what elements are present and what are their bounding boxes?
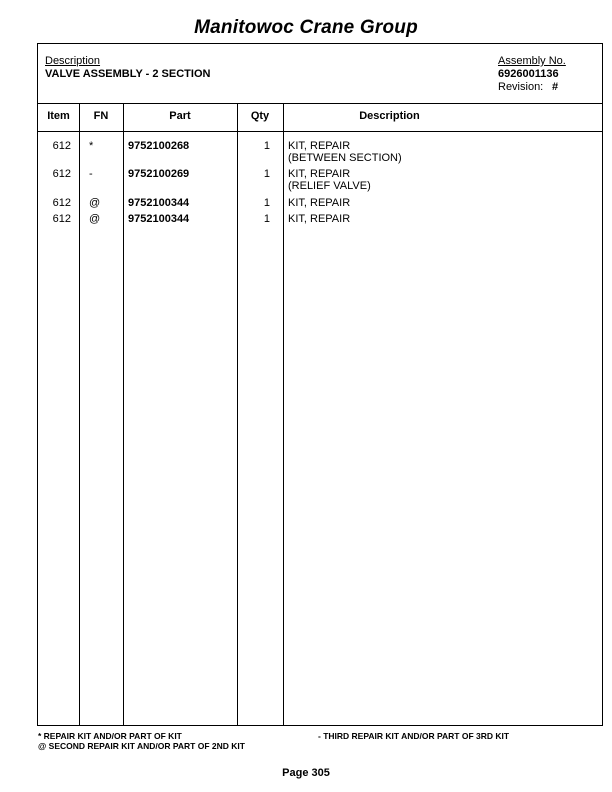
fn-cell: @ (89, 197, 101, 209)
description-cell: KIT, REPAIR (288, 197, 351, 209)
part-cell: 9752100269 (128, 168, 190, 180)
column-divider (283, 103, 284, 725)
item-cell: 612 (52, 197, 71, 209)
item-cell: 612 (52, 213, 71, 225)
parts-list-frame (37, 43, 603, 726)
part-cell: 9752100344 (128, 213, 190, 225)
column-header-fn: FN (93, 110, 109, 122)
description-label: Description (45, 55, 101, 67)
description-cell: KIT, REPAIR (288, 168, 351, 180)
qty-cell: 1 (263, 168, 270, 180)
description-cell: KIT, REPAIR (288, 140, 351, 152)
item-cell: 612 (52, 140, 71, 152)
column-divider (79, 103, 80, 725)
column-divider (123, 103, 124, 725)
column-header-part: Part (169, 110, 191, 122)
qty-cell: 1 (263, 140, 270, 152)
assembly-number: 6926001136 (498, 68, 559, 80)
footnote-second-kit: @ SECOND REPAIR KIT AND/OR PART OF 2ND KIT (38, 741, 245, 751)
page-number: Page 305 (282, 767, 330, 779)
footnote-repair-kit: * REPAIR KIT AND/OR PART OF KIT (38, 731, 182, 741)
company-title: Manitowoc Crane Group (194, 17, 418, 38)
column-header-item: Item (47, 110, 70, 122)
footnote-third-kit: - THIRD REPAIR KIT AND/OR PART OF 3RD KIT (318, 731, 510, 741)
description-cell-line2: (BETWEEN SECTION) (288, 152, 402, 164)
assembly-number-label: Assembly No. (498, 55, 566, 67)
column-header-qty: Qty (250, 110, 270, 122)
part-cell: 9752100344 (128, 197, 190, 209)
fn-cell: * (89, 140, 94, 152)
part-cell: 9752100268 (128, 140, 190, 152)
description-cell-line2: (RELIEF VALVE) (288, 180, 371, 192)
revision-label: Revision: (498, 81, 544, 93)
revision-value: # (552, 81, 559, 93)
assembly-description: VALVE ASSEMBLY - 2 SECTION (45, 68, 211, 80)
fn-cell: - (89, 168, 93, 180)
column-header-description: Description (359, 110, 420, 122)
fn-cell: @ (89, 213, 101, 225)
item-cell: 612 (52, 168, 71, 180)
description-cell: KIT, REPAIR (288, 213, 351, 225)
qty-cell: 1 (263, 197, 270, 209)
qty-cell: 1 (263, 213, 270, 225)
